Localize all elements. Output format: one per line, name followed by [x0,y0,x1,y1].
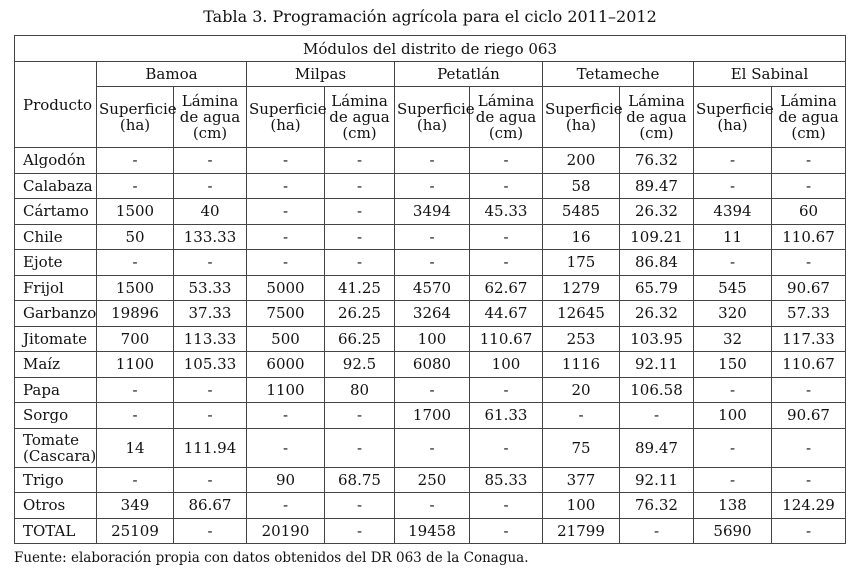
value-cell: 75 [543,428,620,467]
value-cell: 133.33 [174,224,247,250]
value-cell: - [772,250,846,276]
lamina-header: Lámina de agua (cm) [772,87,846,148]
value-cell: 5485 [543,199,620,225]
value-cell: 200 [543,148,620,174]
value-cell: 250 [395,467,470,493]
value-cell: 92.11 [620,352,694,378]
table-row [15,224,846,250]
value-cell: 11 [694,224,772,250]
product-cell: Tomate (Cascara) [15,428,97,467]
value-cell: 41.25 [325,275,395,301]
value-cell: 3264 [395,301,470,327]
value-cell: - [772,518,846,544]
value-cell: - [174,403,247,429]
value-cell: - [247,493,325,519]
value-cell: 65.79 [620,275,694,301]
lamina-header: Lámina de agua (cm) [174,87,247,148]
value-cell: - [470,428,543,467]
lamina-header: Lámina de agua (cm) [325,87,395,148]
value-cell: 57.33 [772,301,846,327]
value-cell: 44.67 [470,301,543,327]
value-cell: - [694,377,772,403]
module-header: Tetameche [543,62,694,87]
value-cell: 106.58 [620,377,694,403]
value-cell: - [694,173,772,199]
value-cell: - [97,250,174,276]
table-row [15,352,846,378]
lamina-header: Lámina de agua (cm) [470,87,543,148]
value-cell: - [470,377,543,403]
value-cell: 7500 [247,301,325,327]
value-cell: 5690 [694,518,772,544]
product-column-header: Producto [15,62,97,148]
value-cell: 3494 [395,199,470,225]
value-cell: 545 [694,275,772,301]
value-cell: 5000 [247,275,325,301]
value-cell: - [247,428,325,467]
product-cell: Garbanzo [15,301,97,327]
table-row [15,377,846,403]
value-cell: - [470,518,543,544]
value-cell: - [174,173,247,199]
surface-header: Superficie (ha) [694,87,772,148]
product-cell: Calabaza [15,173,97,199]
value-cell: 89.47 [620,428,694,467]
value-cell: 61.33 [470,403,543,429]
value-cell: 100 [543,493,620,519]
value-cell: - [174,148,247,174]
value-cell: - [694,250,772,276]
value-cell: 111.94 [174,428,247,467]
value-cell: 25109 [97,518,174,544]
table-row [15,199,846,225]
value-cell: 26.32 [620,301,694,327]
module-header: Milpas [247,62,395,87]
value-cell: 320 [694,301,772,327]
value-cell: - [395,377,470,403]
value-cell: 6000 [247,352,325,378]
value-cell: 138 [694,493,772,519]
data-table [14,35,846,544]
value-cell: 1500 [97,199,174,225]
table-row [15,518,846,544]
value-cell: - [470,173,543,199]
value-cell: - [395,428,470,467]
value-cell: 26.25 [325,301,395,327]
value-cell: - [772,467,846,493]
value-cell: 700 [97,326,174,352]
value-cell: 103.95 [620,326,694,352]
value-cell: - [772,173,846,199]
value-cell: - [97,173,174,199]
value-cell: - [694,148,772,174]
value-cell: - [97,403,174,429]
value-cell: 66.25 [325,326,395,352]
product-cell: TOTAL [15,518,97,544]
module-header: Petatlán [395,62,543,87]
value-cell: - [247,403,325,429]
table-row [15,403,846,429]
value-cell: 124.29 [772,493,846,519]
table-row [15,275,846,301]
value-cell: - [174,467,247,493]
value-cell: 86.67 [174,493,247,519]
value-cell: 1500 [97,275,174,301]
value-cell: 105.33 [174,352,247,378]
value-cell: 1100 [97,352,174,378]
value-cell: - [325,518,395,544]
value-cell: 12645 [543,301,620,327]
value-cell: 349 [97,493,174,519]
value-cell: 45.33 [470,199,543,225]
value-cell: - [772,148,846,174]
value-cell: 90.67 [772,275,846,301]
value-cell: 16 [543,224,620,250]
value-cell: - [620,518,694,544]
value-cell: 90.67 [772,403,846,429]
value-cell: - [470,250,543,276]
table-row [15,467,846,493]
module-header: Bamoa [97,62,247,87]
value-cell: 100 [694,403,772,429]
value-cell: - [97,467,174,493]
table-row [15,493,846,519]
value-cell: 500 [247,326,325,352]
value-cell: 1100 [247,377,325,403]
footnote-prefix: Fuente: elaboración propia con datos obtenidos del [14,550,371,566]
value-cell: - [543,403,620,429]
product-cell: Sorgo [15,403,97,429]
value-cell: - [174,377,247,403]
value-cell: - [247,173,325,199]
value-cell: 20 [543,377,620,403]
surface-header: Superficie (ha) [395,87,470,148]
value-cell: - [470,224,543,250]
value-cell: 20190 [247,518,325,544]
value-cell: 92.5 [325,352,395,378]
value-cell: - [325,493,395,519]
value-cell: 80 [325,377,395,403]
lamina-header: Lámina de agua (cm) [620,87,694,148]
value-cell: - [470,493,543,519]
value-cell: 100 [470,352,543,378]
value-cell: 110.67 [470,326,543,352]
value-cell: - [470,148,543,174]
footnote-suffix: 063 de la Conagua. [391,550,529,566]
value-cell: - [247,148,325,174]
value-cell: - [395,173,470,199]
footnote-dr: DR [370,550,392,566]
value-cell: - [97,148,174,174]
product-cell: Trigo [15,467,97,493]
value-cell: - [772,428,846,467]
value-cell: 113.33 [174,326,247,352]
product-cell: Algodón [15,148,97,174]
value-cell: 14 [97,428,174,467]
product-cell: Ejote [15,250,97,276]
value-cell: 62.67 [470,275,543,301]
value-cell: 377 [543,467,620,493]
value-cell: - [325,403,395,429]
value-cell: - [395,250,470,276]
value-cell: - [325,173,395,199]
product-cell: Chile [15,224,97,250]
table-row [15,301,846,327]
value-cell: 32 [694,326,772,352]
value-cell: - [694,467,772,493]
value-cell: 150 [694,352,772,378]
value-cell: 50 [97,224,174,250]
value-cell: - [772,377,846,403]
value-cell: 21799 [543,518,620,544]
value-cell: 4570 [395,275,470,301]
value-cell: 68.75 [325,467,395,493]
value-cell: 6080 [395,352,470,378]
value-cell: 76.32 [620,148,694,174]
value-cell: 37.33 [174,301,247,327]
value-cell: - [247,250,325,276]
value-cell: 90 [247,467,325,493]
product-cell: Papa [15,377,97,403]
value-cell: - [395,148,470,174]
value-cell: 1116 [543,352,620,378]
value-cell: 89.47 [620,173,694,199]
table-row [15,326,846,352]
value-cell: 92.11 [620,467,694,493]
product-cell: Frijol [15,275,97,301]
value-cell: 60 [772,199,846,225]
product-cell: Jitomate [15,326,97,352]
value-cell: - [325,250,395,276]
product-cell: Maíz [15,352,97,378]
value-cell: - [395,224,470,250]
value-cell: 53.33 [174,275,247,301]
table-row [15,428,846,467]
value-cell: 26.32 [620,199,694,225]
table-row [15,250,846,276]
value-cell: - [395,493,470,519]
value-cell: - [247,224,325,250]
surface-header: Superficie (ha) [543,87,620,148]
value-cell: 76.32 [620,493,694,519]
value-cell: 100 [395,326,470,352]
value-cell: 109.21 [620,224,694,250]
value-cell: 175 [543,250,620,276]
value-cell: 40 [174,199,247,225]
value-cell: 85.33 [470,467,543,493]
table-title: Tabla 3. Programación agrícola para el ciclo 2011–2012 [203,7,657,26]
module-header: El Sabinal [694,62,846,87]
value-cell: 1700 [395,403,470,429]
table-row [15,173,846,199]
table-row [15,148,846,174]
value-cell: 58 [543,173,620,199]
value-cell: 110.67 [772,224,846,250]
value-cell: 19458 [395,518,470,544]
value-cell: - [247,199,325,225]
source-footnote [14,550,529,566]
value-cell: - [325,199,395,225]
value-cell: 1279 [543,275,620,301]
product-cell: Otros [15,493,97,519]
value-cell: 19896 [97,301,174,327]
value-cell: - [325,428,395,467]
value-cell: - [694,428,772,467]
value-cell: - [325,224,395,250]
value-cell: 110.67 [772,352,846,378]
value-cell: 117.33 [772,326,846,352]
value-cell: - [174,250,247,276]
surface-header: Superficie (ha) [97,87,174,148]
product-cell: Cártamo [15,199,97,225]
super-header: Módulos del distrito de riego 063 [15,36,846,62]
value-cell: - [620,403,694,429]
value-cell: - [325,148,395,174]
value-cell: - [174,518,247,544]
value-cell: 4394 [694,199,772,225]
value-cell: 86.84 [620,250,694,276]
surface-header: Superficie (ha) [247,87,325,148]
value-cell: 253 [543,326,620,352]
value-cell: - [97,377,174,403]
